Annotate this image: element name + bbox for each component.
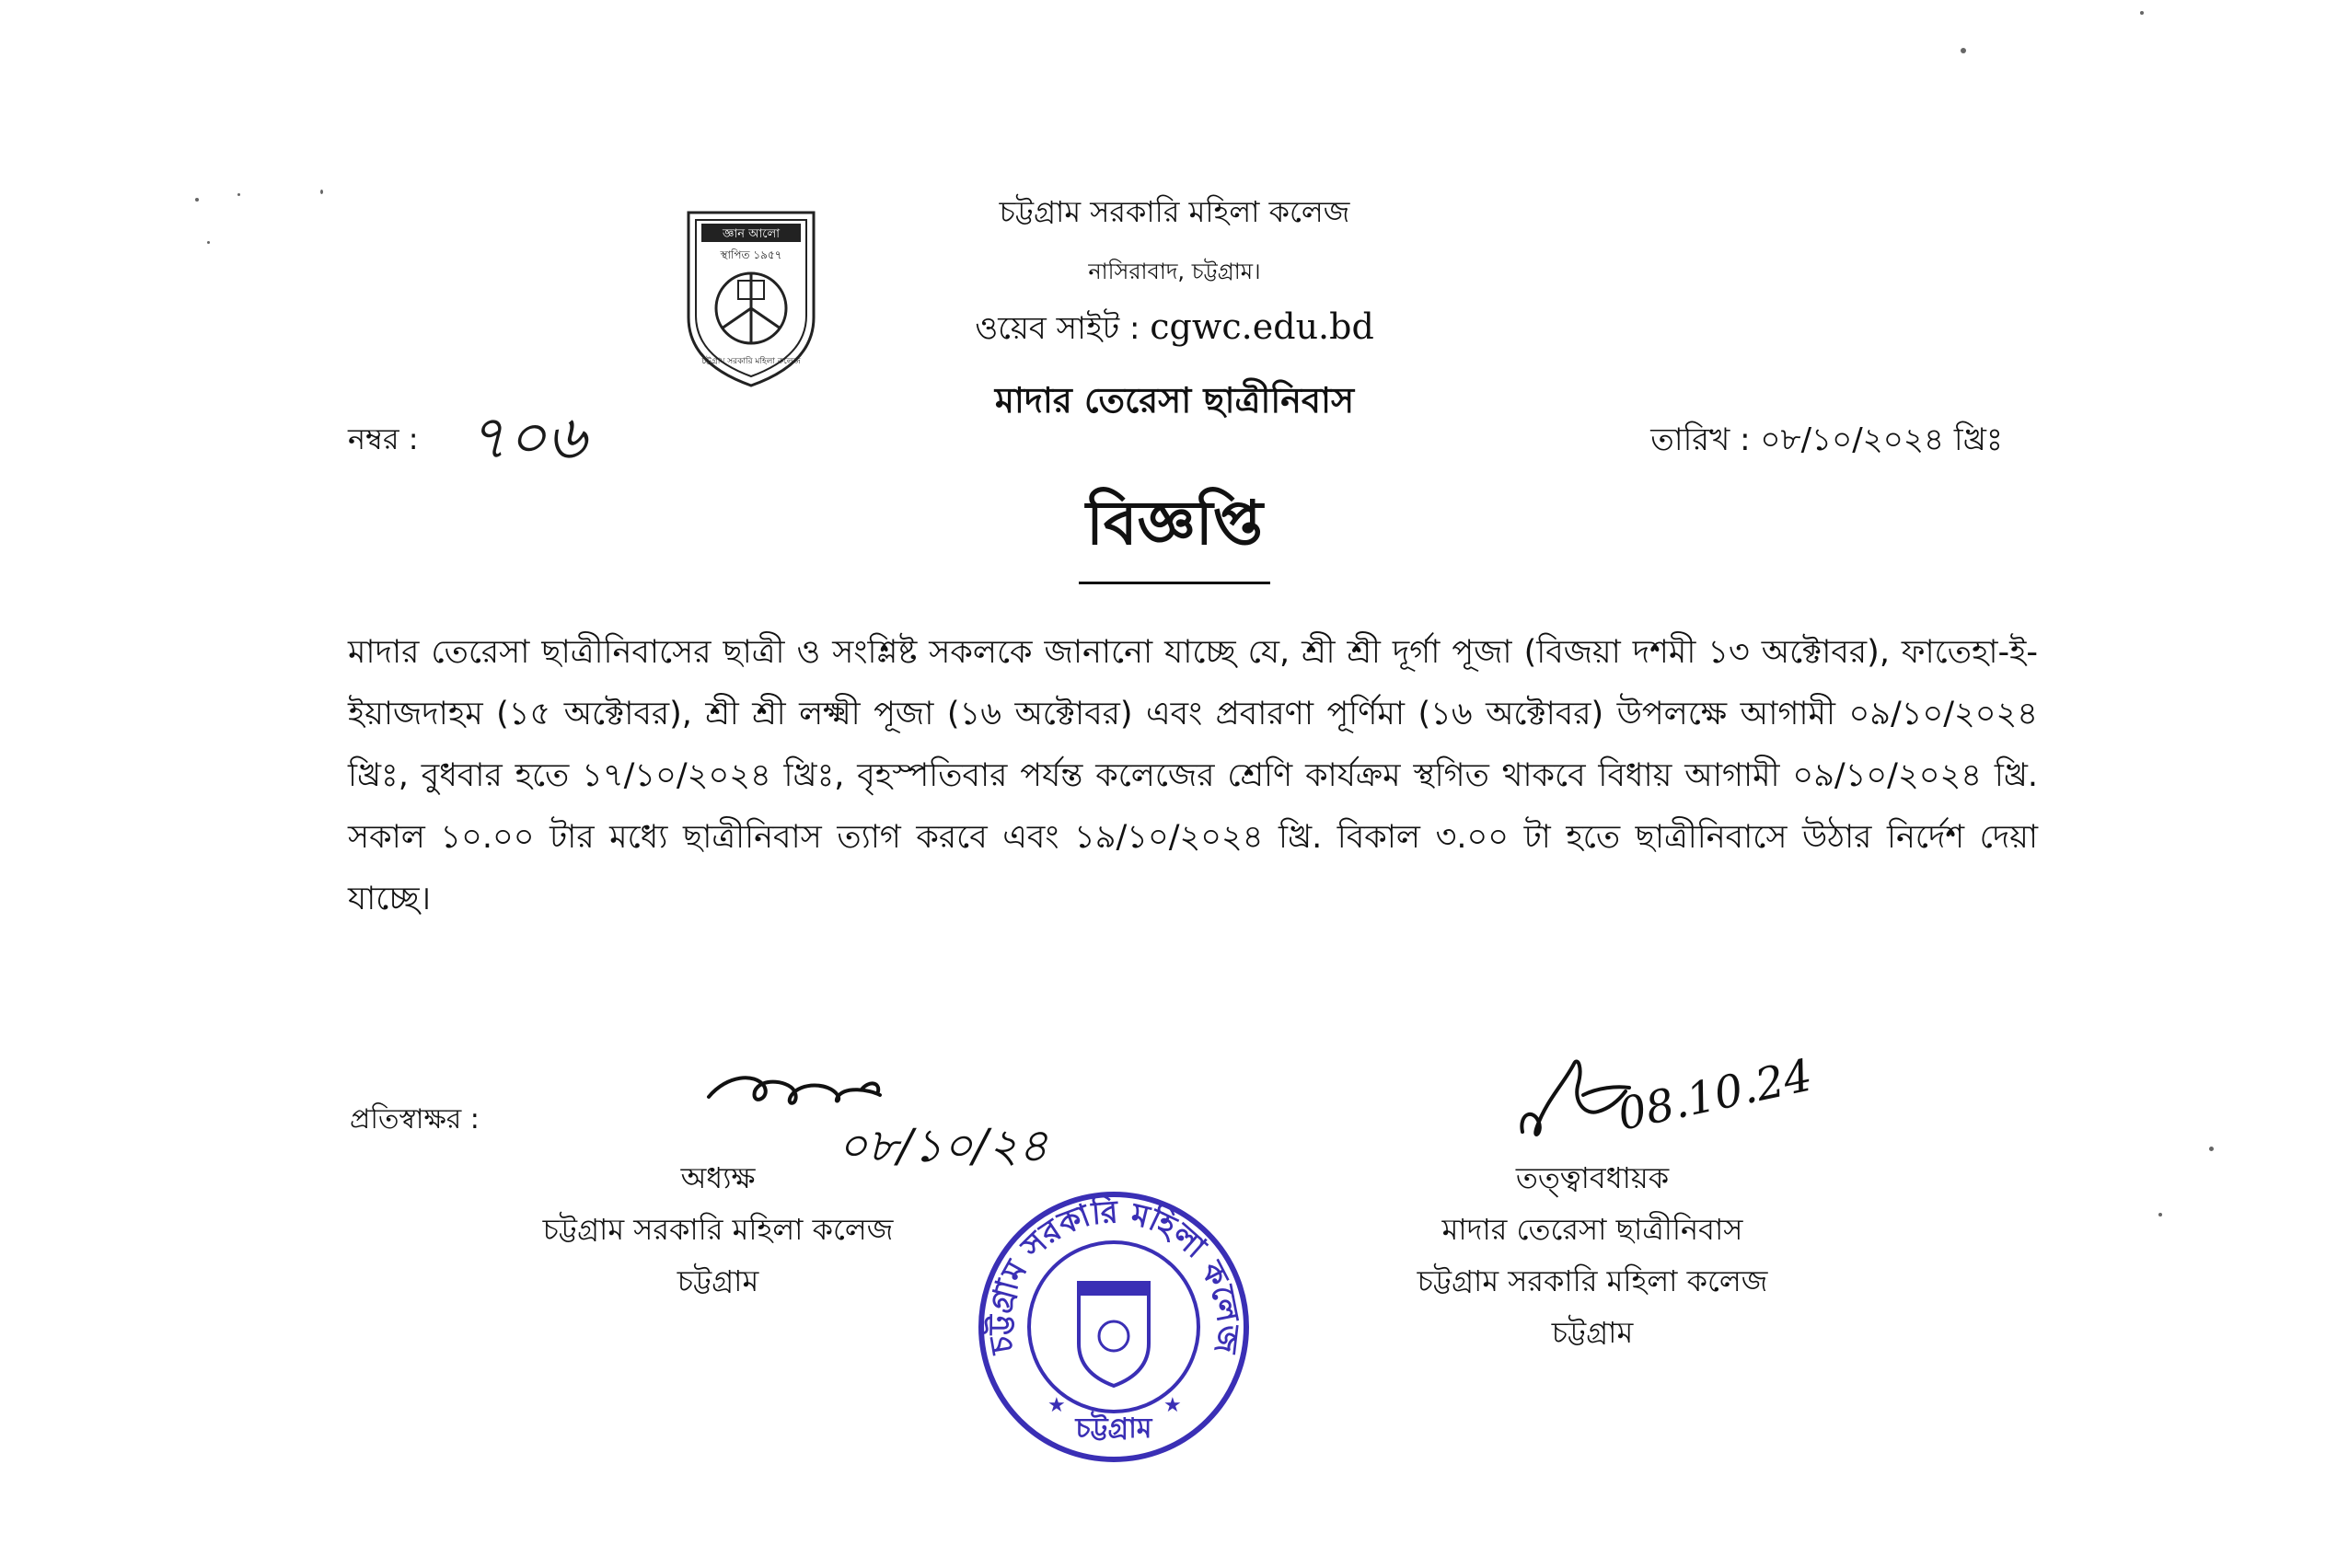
logo-bottom-text: চট্টগ্রাম সরকারি মহিলা কলেজ	[701, 357, 801, 366]
countersign-label: প্রতিস্বাক্ষর :	[350, 1103, 480, 1136]
date-line	[1650, 416, 2003, 468]
website-url: cgwc.edu.bd	[1150, 306, 1374, 347]
official-seal	[976, 1189, 1252, 1465]
scan-speck	[1961, 48, 1966, 53]
seal-bottom-text: চট্টগ্রাম	[1075, 1412, 1152, 1445]
scan-speck	[2158, 1213, 2162, 1216]
institution-name: চট্টগ্রাম সরকারি মহিলা কলেজ	[999, 194, 1350, 229]
seal-ring-text: চট্টগ্রাম সরকারি মহিলা কলেজ	[981, 1193, 1247, 1356]
superintendent-block	[1335, 1152, 1850, 1358]
reference-label: নম্বর :	[348, 421, 419, 456]
seal-star-left: ★	[1047, 1394, 1066, 1417]
scan-speck	[2209, 1147, 2214, 1151]
notice-title: বিজ্ঞপ্তি	[1079, 477, 1270, 584]
institution-address: নাসিরাবাদ, চট্টগ্রাম।	[1088, 259, 1261, 284]
principal-designation: অধ্যক্ষ	[680, 1160, 756, 1195]
date-value: ০৮/১০/২০২৪ খ্রিঃ	[1760, 421, 2003, 458]
hostel-name: মাদার তেরেসা ছাত্রীনিবাস	[994, 380, 1355, 421]
notice-title-wrap	[0, 477, 2349, 584]
reference-number: ৭০৬	[468, 402, 586, 473]
seal-star-right: ★	[1163, 1394, 1182, 1417]
notice-body: মাদার তেরেসা ছাত্রীনিবাসের ছাত্রী ও সংশ্লিষ্ট সকলকে জানানো যাচ্ছে যে, শ্রী শ্রী দূর্গা পূজা (বিজয়া দশমী ১৩ অক্টোবর), ফাতেহা-ই-ইয়াজদাহম (১৫ অক্টোবর), শ্রী শ্রী লক্ষ্মী পূজা (১৬ অক্টোবর) এবং প্রবারণা পূর্ণিমা (১৬ অক্টোবর) উপলক্ষে আগামী ০৯/১০/২০২৪ খ্রিঃ, বুধবার হতে ১৭/১০/২০২৪ খ্রিঃ, বৃহস্পতিবার পর্যন্ত কলেজের শ্রেণি কার্যক্রম স্থগিত থাকবে বিধায় আগামী ০৯/১০/২০২৪ খ্রি. সকাল ১০.০০ টার মধ্যে ছাত্রীনিবাস ত্যাগ করবে এবং ১৯/১০/২০২৪ খ্রি. বিকাল ৩.০০ টা হতে ছাত্রীনিবাসে উঠার নির্দেশ দেয়া যাচ্ছে।	[348, 634, 2038, 917]
principal-city: চট্টগ্রাম	[677, 1263, 759, 1298]
principal-institution: চট্টগ্রাম সরকারি মহিলা কলেজ	[542, 1212, 894, 1247]
letterhead	[0, 189, 2349, 432]
superintendent-designation: তত্ত্বাবধায়ক	[1515, 1160, 1670, 1195]
superintendent-signature	[1510, 1031, 1813, 1169]
superintendent-sign-date: 08.10.24	[1613, 1049, 1813, 1141]
principal-block	[433, 1152, 1003, 1307]
logo-established-text: স্থাপিত ১৯৫৭	[720, 248, 782, 261]
scan-speck	[2140, 11, 2144, 15]
superintendent-city: চট্টগ্রাম	[1551, 1315, 1634, 1350]
date-label: তারিখ :	[1650, 421, 1751, 458]
website-line	[0, 305, 2349, 357]
superintendent-institution: চট্টগ্রাম সরকারি মহিলা কলেজ	[1417, 1263, 1768, 1298]
logo-banner-text: জ্ঞান আলো	[723, 227, 780, 241]
website-label: ওয়েব সাইট :	[975, 310, 1151, 347]
superintendent-hostel: মাদার তেরেসা ছাত্রীনিবাস	[1441, 1212, 1743, 1247]
principal-sign-date: ০৮/১০/২৪	[838, 1119, 1048, 1172]
